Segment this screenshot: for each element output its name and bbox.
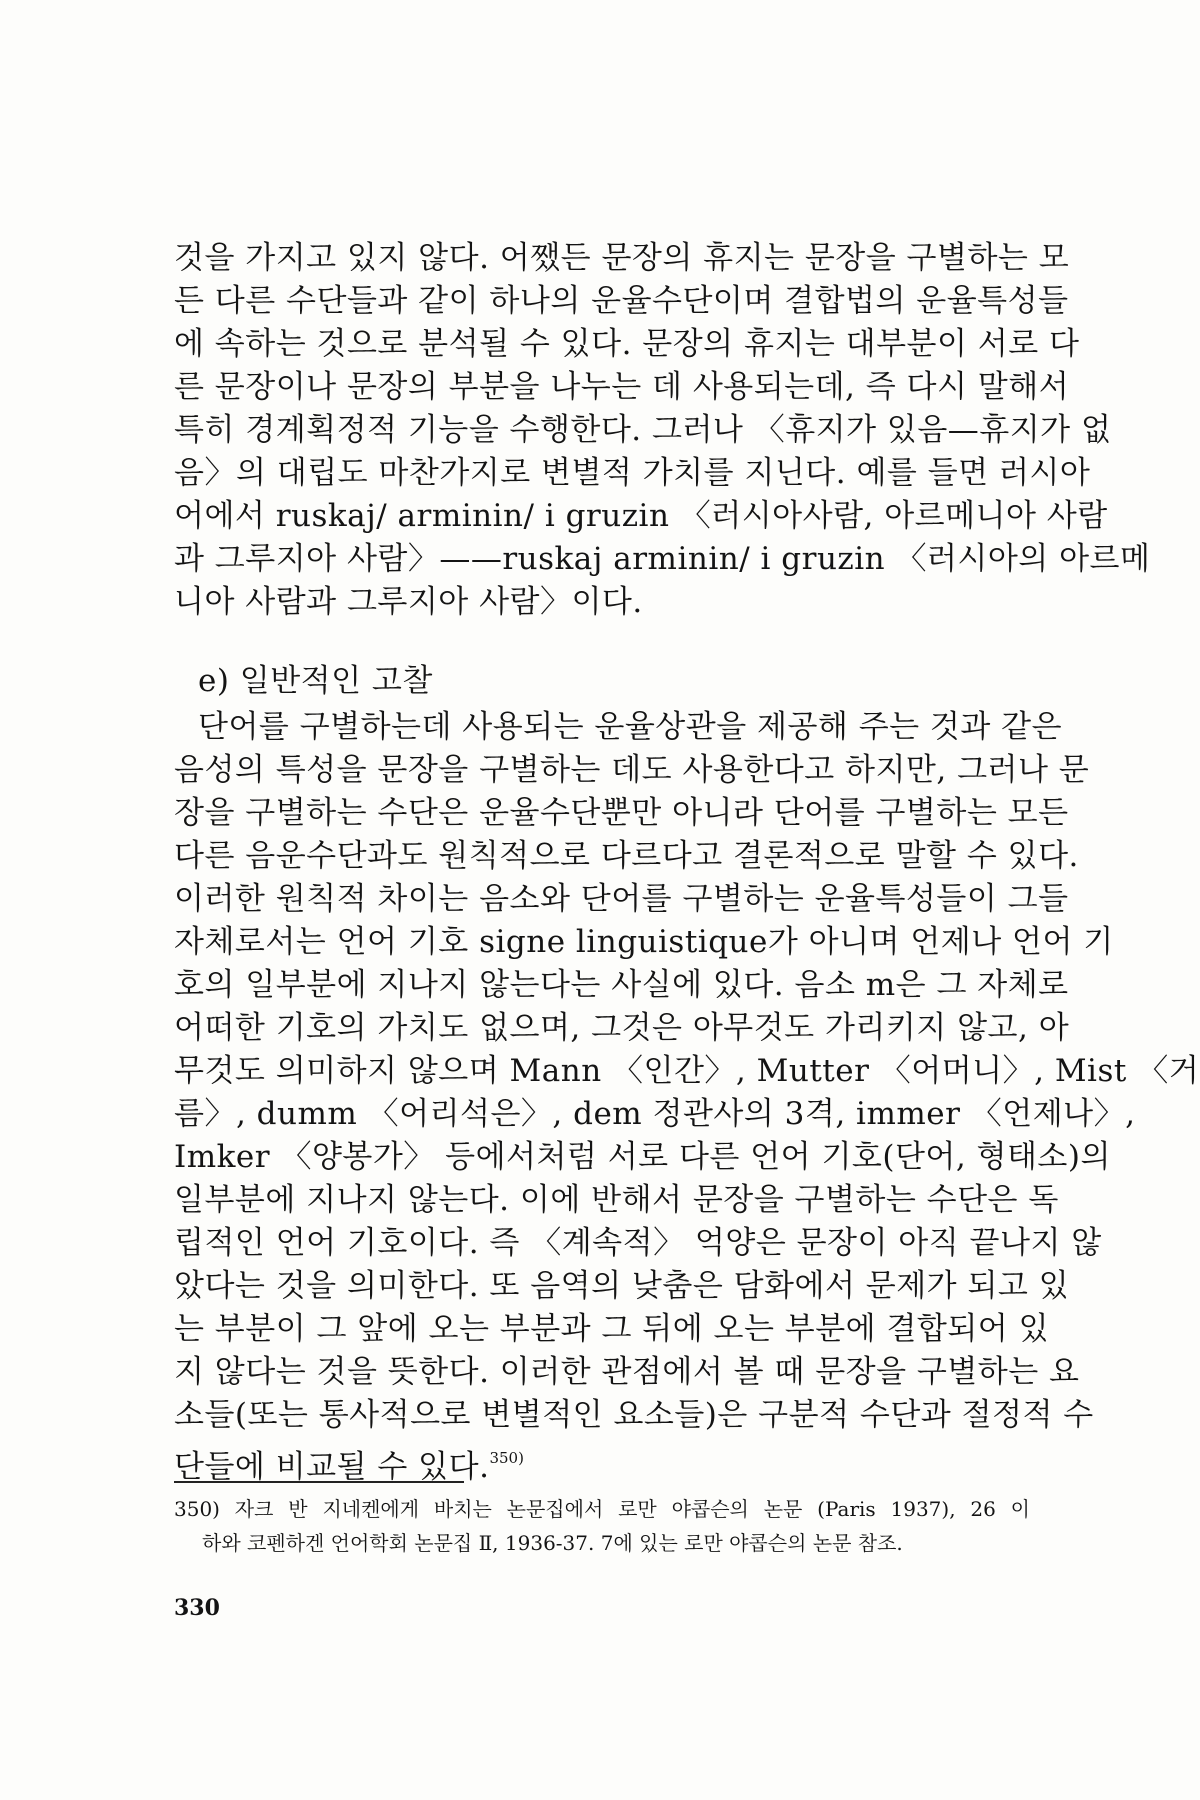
text-line-with-footnote-ref (174, 1437, 1030, 1485)
body-paragraph-1 (174, 237, 1151, 624)
text-line: 장을 구별하는 수단은 운율수단뿐만 아니라 단어를 구별하는 모든 (174, 795, 1069, 831)
page-number: 330 (174, 1595, 220, 1621)
body-paragraph-2 (174, 706, 1200, 1485)
text-line: 른 문장이나 문장의 부분을 나누는 데 사용되는데, 즉 다시 말해서 (174, 369, 1070, 405)
text-line: 자체로서는 언어 기호 signe linguistique가 아니며 언제나 언어 기 (174, 924, 1114, 960)
footnote-reference[interactable]: 350) (489, 1449, 524, 1467)
text-line: Imker 〈양봉가〉 등에서처럼 서로 다른 언어 기호(단어, 형태소)의 (174, 1139, 1111, 1175)
footnote-divider (174, 1481, 464, 1483)
section-heading: e) 일반적인 고찰 (198, 663, 433, 699)
text-line: 음성의 특성을 문장을 구별하는 데도 사용한다고 하지만, 그러나 문 (174, 752, 1090, 788)
text-line: 호의 일부분에 지나지 않는다는 사실에 있다. 음소 m은 그 자체로 (174, 967, 1069, 1003)
text-line: 다른 음운수단과도 원칙적으로 다르다고 결론적으로 말할 수 있다. (174, 838, 1079, 874)
text-line: 단어를 구별하는데 사용되는 운율상관을 제공해 주는 것과 같은 (198, 709, 1063, 745)
footnote (174, 1492, 1030, 1560)
text-line: 것을 가지고 있지 않다. 어쨌든 문장의 휴지는 문장을 구별하는 모 (174, 240, 1070, 276)
text-line: 니아 사람과 그루지아 사람〉이다. (174, 584, 643, 620)
text-line: 어떠한 기호의 가치도 없으며, 그것은 아무것도 가리키지 않고, 아 (174, 1010, 1070, 1046)
text-line: 어에서 ruskaj/ arminin/ i gruzin 〈러시아사람, 아르메니아 사람 (174, 498, 1108, 534)
text-line: 름〉, dumm 〈어리석은〉, dem 정관사의 3격, immer 〈언제나〉, (174, 1096, 1136, 1132)
text-line: 이러한 원칙적 차이는 음소와 단어를 구별하는 운율특성들이 그들 (174, 881, 1069, 917)
text-line: 소들(또는 통사적으로 변별적인 요소들)은 구분적 수단과 절정적 수 (174, 1397, 1094, 1433)
text-line: 지 않다는 것을 뜻한다. 이러한 관점에서 볼 때 문장을 구별하는 요 (174, 1354, 1080, 1390)
text-line: 특히 경계획정적 기능을 수행한다. 그러나 〈휴지가 있음—휴지가 없 (174, 412, 1112, 448)
text-line: 단들에 비교될 수 있다. (174, 1449, 490, 1485)
footnote-line: 350) 자크 반 지네켄에게 바치는 논문집에서 로만 야콥슨의 논문 (Paris 1937), 26 이 (174, 1497, 1030, 1521)
text-line: 일부분에 지나지 않는다. 이에 반해서 문장을 구별하는 수단은 독 (174, 1182, 1059, 1218)
footnote-line: 하와 코펜하겐 언어학회 논문집 Ⅱ, 1936-37. 7에 있는 로만 야콥슨의 논문 참조. (202, 1531, 903, 1555)
text-line: 든 다른 수단들과 같이 하나의 운율수단이며 결합법의 운율특성들 (174, 283, 1069, 319)
text-line: 에 속하는 것으로 분석될 수 있다. 문장의 휴지는 대부분이 서로 다 (174, 326, 1080, 362)
text-line: 았다는 것을 의미한다. 또 음역의 낮춤은 담화에서 문제가 되고 있 (174, 1268, 1070, 1304)
text-line: 과 그루지아 사람〉——ruskaj arminin/ i gruzin 〈러시아의 아르메 (174, 541, 1151, 577)
text-line: 립적인 언어 기호이다. 즉 〈계속적〉 억양은 문장이 아직 끝나지 않 (174, 1225, 1102, 1261)
text-line: 무것도 의미하지 않으며 Mann 〈인간〉, Mutter 〈어머니〉, Mist 〈거 (174, 1053, 1200, 1089)
text-line: 는 부분이 그 앞에 오는 부분과 그 뒤에 오는 부분에 결합되어 있 (174, 1311, 1050, 1347)
text-line: 음〉의 대립도 마찬가지로 변별적 가치를 지닌다. 예를 들면 러시아 (174, 455, 1091, 491)
